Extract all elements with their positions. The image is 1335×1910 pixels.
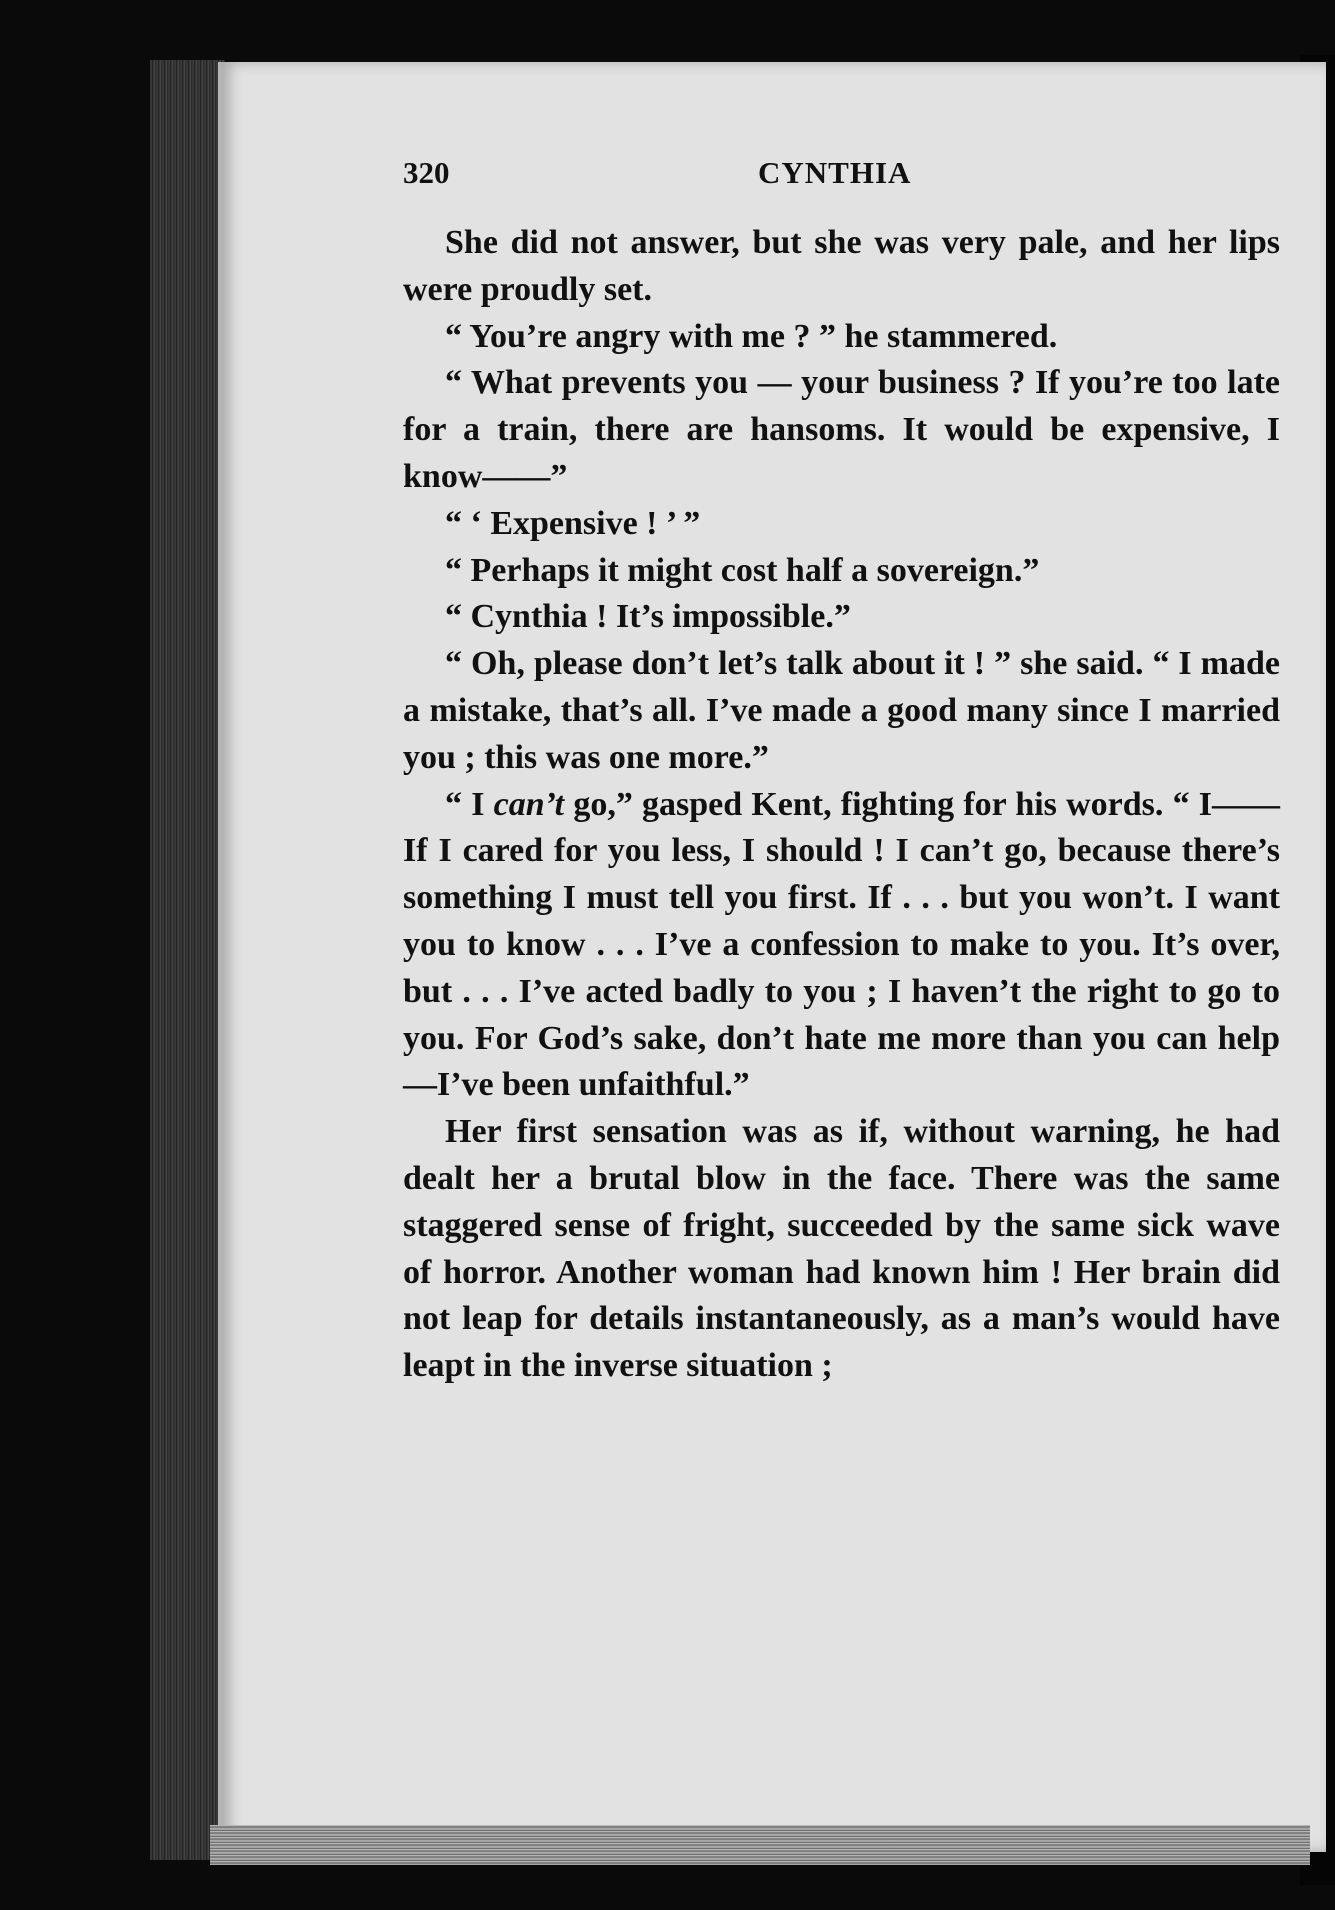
paragraph-5: “ Perhaps it might cost half a sovereign.” [445, 551, 1040, 589]
running-title: CYNTHIA [758, 155, 912, 190]
paragraph-7: “ Oh, please don’t let’s talk about it ! ” she said. “ I made a mistake, that’s all. I’ve made a good many since I married you ; this was one more.” [403, 645, 1280, 776]
paragraph-8 [403, 782, 1280, 1110]
paragraph-2: “ You’re angry with me ? ” he stammered. [445, 317, 1058, 355]
paragraph-1: She did not answer, but she was very pale, and her lips were proudly set. [403, 224, 1280, 308]
paragraph-4: “ ‘ Expensive ! ’ ” [445, 504, 701, 542]
paragraph-9: Her first sensation was as if, without warning, he had dealt her a brutal blow in the face. There was the same staggered sense of fright, succeeded by the same sick wave of horror. Another woman had known him ! Her brain did not leap for details instantaneously, as a man’s would have leapt in the inverse situation ; [403, 1113, 1280, 1385]
page-header [403, 155, 933, 205]
body-text [403, 220, 1280, 1390]
paragraph-6: “ Cynthia ! It’s impossible.” [445, 598, 851, 636]
paragraph-8-post: go,” gasped Kent, fighting for his words. “ I—— If I cared for you less, I should ! I can’t go, because there’s something I must tell you first. If . . . but you won’t. I want you to know . . . I’ve a confession to make to you. It’s over, but . . . I’ve acted badly to you ; I haven’t the right to go to you. For God’s sake, don’t hate me more than you can help—I’ve been unfaithful.” [403, 785, 1280, 1104]
paragraph-8-emphasis: can’t [493, 785, 565, 823]
page-number: 320 [403, 155, 450, 190]
paragraph-8-pre: “ I [445, 785, 494, 823]
paragraph-3: “ What prevents you — your business ? If you’re too late for a train, there are hansoms. It would be expensive, I know——” [403, 364, 1280, 495]
page-edges-left [150, 60, 225, 1860]
page-edges-bottom [210, 1825, 1310, 1865]
